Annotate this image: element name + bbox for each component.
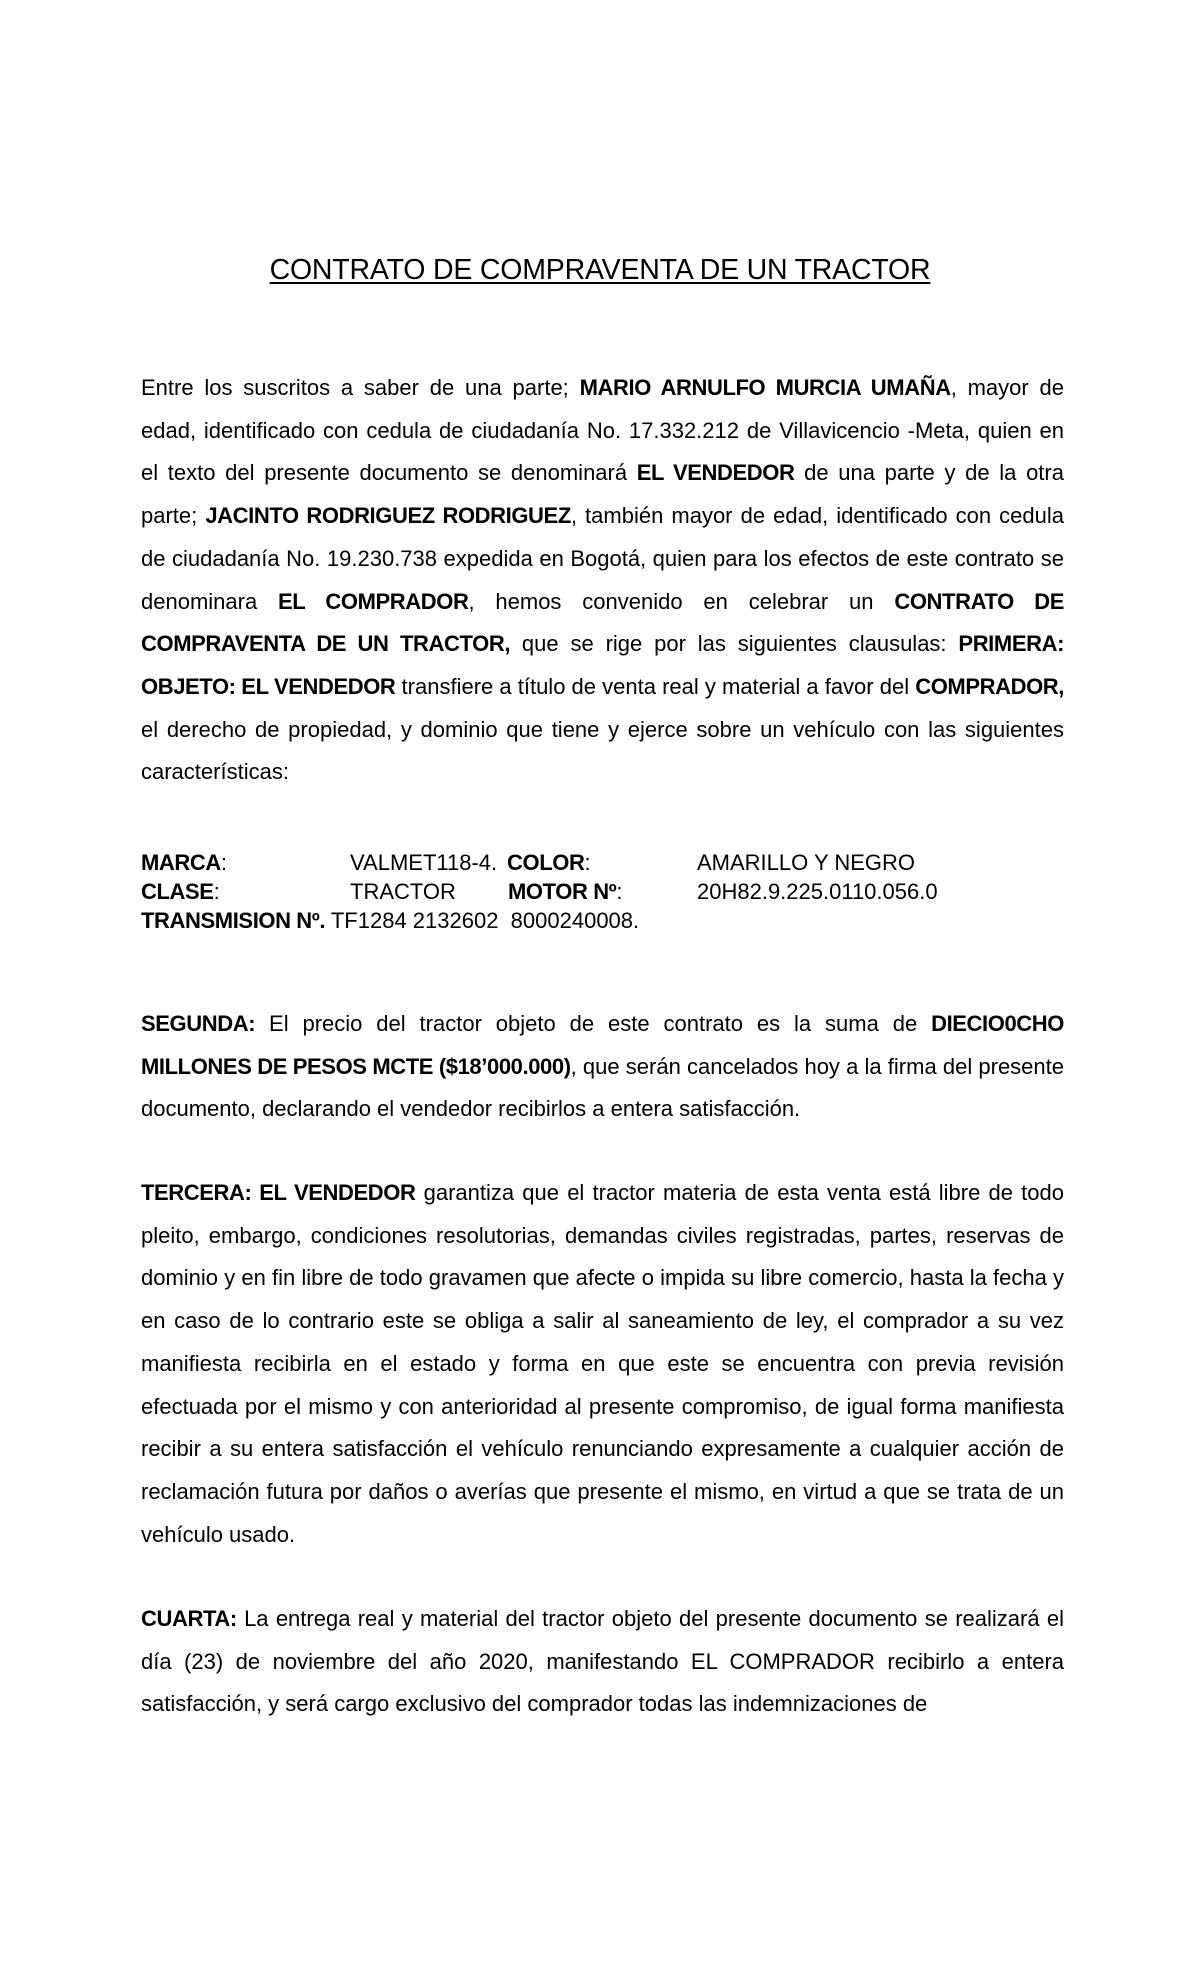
bold-text: COMPRADOR, xyxy=(915,673,1064,699)
spec-motor-colon: : xyxy=(616,879,623,904)
spec-color-label: COLOR xyxy=(507,850,585,875)
bold-text: MARIO ARNULFO MURCIA UMAÑA xyxy=(579,375,951,400)
bold-text: TERCERA: EL VENDEDOR xyxy=(141,1180,416,1205)
bold-text: JACINTO RODRIGUEZ RODRIGUEZ xyxy=(205,503,571,529)
spec-clase-colon: : xyxy=(213,879,220,904)
spec-row-transmision xyxy=(141,906,1064,935)
text-run: que se rige por las siguientes clausulas: xyxy=(510,631,959,657)
text-run: La entrega real y material del tractor objeto del presente documento se realizará el día (23) de noviembre del año 2020, manifestando EL COMPRADOR recibirlo a entera satisfacción, y será cargo exclusivo del comprador todas las indemnizaciones de xyxy=(141,1606,1064,1717)
spec-row-clase xyxy=(141,877,1064,906)
spec-marca-label: MARCA xyxy=(141,850,221,875)
spec-clase-value: TRACTOR xyxy=(350,879,456,904)
bold-text: SEGUNDA: xyxy=(141,1011,256,1036)
spec-color-value: AMARILLO Y NEGRO xyxy=(697,850,916,875)
spec-motor-value: 20H82.9.225.0110.056.0 xyxy=(697,879,938,904)
bold-text: CONTRATO DE COMPRAVENTA DE UN TRACTOR, xyxy=(141,588,1064,657)
spec-motor-label: MOTOR Nº xyxy=(508,879,617,904)
text-run: , que serán cancelados hoy a la firma del presente documento, declarando el vendedor recibirlos a entera satisfacción. xyxy=(141,1053,1065,1122)
text-run: , hemos convenido en celebrar un xyxy=(468,588,895,614)
document-title: CONTRATO DE COMPRAVENTA DE UN TRACTOR xyxy=(269,254,931,286)
text-run: Entre los suscritos a saber de una parte; xyxy=(141,375,580,400)
text-run: garantiza que el tractor materia de esta venta está libre de todo pleito, embargo, condiciones resolutorias, demandas civiles registradas, partes, reservas de dominio y en fin libre de todo gravamen que afecte o impida su libre comercio, hasta la fecha y en caso de lo contrario este se obliga a salir al saneamiento de ley, el comprador a su vez manifiesta recibirla en el estado y forma en que este se encuentra con previa revisión efectuada por el mismo y con anterioridad al presente compromiso, de igual forma manifiesta recibir a su entera satisfacción el vehículo renunciando expresamente a cualquier acción de reclamación futura por daños o averías que presente el mismo, en virtud a que se trata de un vehículo usado. xyxy=(141,1180,1064,1547)
text-run: , también mayor de edad, identificado con cedula de ciudadanía No. 19.230.738 expedida en Bogotá, quien para los efectos de este contrato se denominara xyxy=(141,503,1064,614)
text-run: el derecho de propiedad, y dominio que tiene y ejerce sobre un vehículo con las siguientes características: xyxy=(141,716,1064,785)
clause-segunda xyxy=(141,1003,1064,1131)
bold-text: EL COMPRADOR xyxy=(278,588,469,614)
text-run: de una parte y de la otra parte; xyxy=(141,460,1064,529)
spec-transmision-value: TF1284 2132602 8000240008. xyxy=(325,908,640,933)
text-run: , mayor de edad, identificado con cedula de ciudadanía No. 17.332.212 de Villavicencio -Meta, quien en el texto del presente documento se denominará xyxy=(141,375,1064,486)
spec-marca-value: VALMET118-4. xyxy=(350,850,498,875)
clause-tercera xyxy=(141,1172,1064,1556)
spec-clase-label: CLASE xyxy=(141,879,214,904)
bold-text: DIECIO0CHO MILLONES DE PESOS MCTE ($18’000.000) xyxy=(141,1011,1064,1079)
spec-marca-colon: : xyxy=(220,850,228,875)
spec-row-marca xyxy=(141,848,1064,877)
vehicle-specs xyxy=(141,848,1064,935)
spec-color-colon: : xyxy=(584,850,591,875)
bold-text: EL VENDEDOR xyxy=(636,460,795,486)
spec-transmision-label: TRANSMISION Nº. xyxy=(141,908,326,933)
bold-text: PRIMERA: OBJETO: EL VENDEDOR xyxy=(141,631,1064,699)
text-run: El precio del tractor objeto de este contrato es la suma de xyxy=(255,1011,932,1036)
bold-text: CUARTA: xyxy=(141,1606,237,1631)
intro-paragraph xyxy=(141,367,1064,794)
text-run: transfiere a título de venta real y material a favor del xyxy=(395,673,916,699)
clause-cuarta xyxy=(141,1598,1064,1726)
